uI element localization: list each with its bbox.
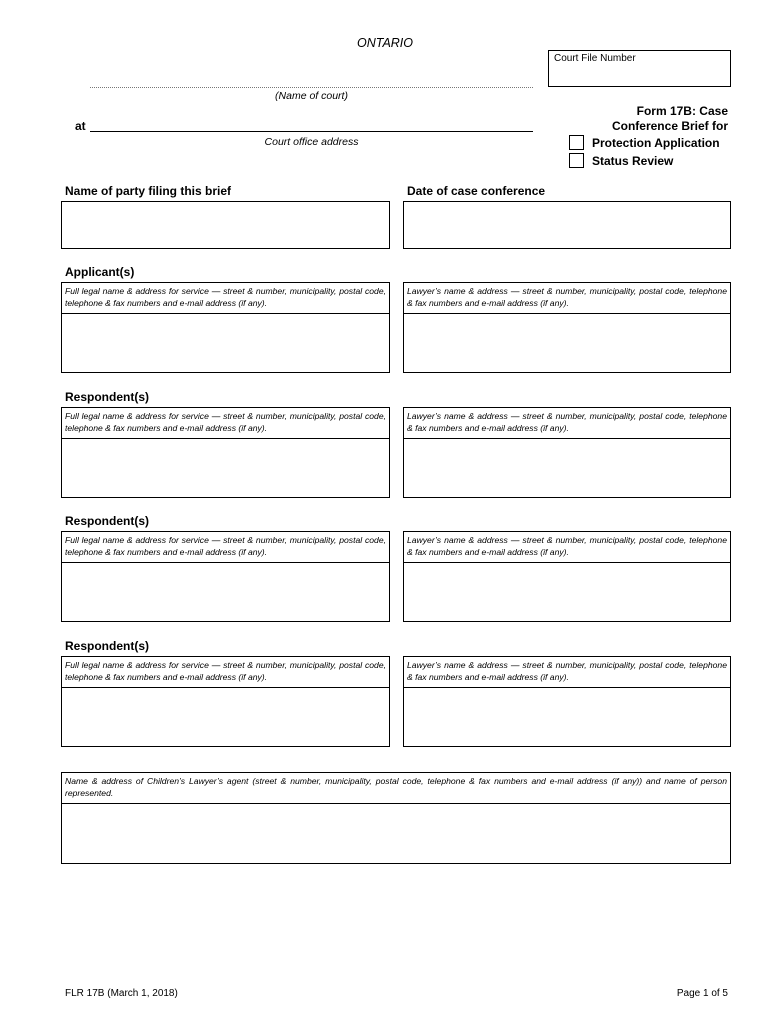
date-of-conference-label: Date of case conference (407, 184, 546, 198)
applicant-name-address-field[interactable] (61, 282, 390, 373)
respondent-1-lawyer-field[interactable] (403, 407, 731, 498)
respondent-3-lawyer-field[interactable] (403, 656, 731, 747)
form-title-line1: Form 17B: Case (636, 104, 728, 118)
field-hint: Name & address of Children’s Lawyer’s agent (street & number, municipality, postal code, telephone & fax numbers and e-mail address (if any)) and name of person represented. (62, 773, 730, 804)
court-office-address-line[interactable] (90, 131, 533, 132)
respondent-3-name-address-field[interactable] (61, 656, 390, 747)
field-hint: Full legal name & address for service — street & number, municipality, postal code, telephone & fax numbers and e-mail address (if any). (62, 408, 389, 439)
status-review-checkbox[interactable] (569, 153, 584, 168)
date-of-conference-input[interactable] (403, 201, 731, 249)
form-title-line2: Conference Brief for (611, 119, 728, 133)
party-filing-input[interactable] (61, 201, 390, 249)
court-name-caption: (Name of court) (275, 90, 348, 102)
court-file-number-label: Court File Number (554, 53, 636, 64)
protection-application-checkbox[interactable] (569, 135, 584, 150)
party-filing-label: Name of party filing this brief (65, 184, 232, 198)
section-label-respondents-1: Respondent(s) (65, 390, 149, 404)
court-name-line[interactable] (90, 87, 533, 88)
respondent-1-name-address-field[interactable] (61, 407, 390, 498)
form-identifier: FLR 17B (March 1, 2018) (65, 988, 178, 999)
section-label-applicants: Applicant(s) (65, 265, 135, 279)
childrens-lawyer-agent-field[interactable] (61, 772, 731, 864)
at-label: at (75, 119, 86, 133)
jurisdiction-title: ONTARIO (356, 36, 414, 50)
respondent-2-lawyer-field[interactable] (403, 531, 731, 622)
protection-application-label: Protection Application (592, 135, 720, 150)
applicant-lawyer-field[interactable] (403, 282, 731, 373)
field-hint: Lawyer’s name & address — street & number, municipality, postal code, telephone & fax numbers and e-mail address (if any). (404, 408, 730, 439)
page-number: Page 1 of 5 (676, 988, 728, 999)
section-label-respondents-2: Respondent(s) (65, 514, 149, 528)
section-label-respondents-3: Respondent(s) (65, 639, 149, 653)
field-hint: Full legal name & address for service — street & number, municipality, postal code, telephone & fax numbers and e-mail address (if any). (62, 532, 389, 563)
court-office-caption: Court office address (264, 136, 359, 148)
field-hint: Full legal name & address for service — street & number, municipality, postal code, telephone & fax numbers and e-mail address (if any). (62, 283, 389, 314)
option-protection-application[interactable] (569, 135, 720, 150)
status-review-label: Status Review (592, 153, 674, 168)
form-title (558, 104, 728, 134)
field-hint: Lawyer’s name & address — street & number, municipality, postal code, telephone & fax numbers and e-mail address (if any). (404, 532, 730, 563)
respondent-2-name-address-field[interactable] (61, 531, 390, 622)
court-file-number-field[interactable] (548, 50, 731, 87)
field-hint: Lawyer’s name & address — street & number, municipality, postal code, telephone & fax numbers and e-mail address (if any). (404, 283, 730, 314)
field-hint: Full legal name & address for service — street & number, municipality, postal code, telephone & fax numbers and e-mail address (if any). (62, 657, 389, 688)
field-hint: Lawyer’s name & address — street & number, municipality, postal code, telephone & fax numbers and e-mail address (if any). (404, 657, 730, 688)
option-status-review[interactable] (569, 153, 673, 168)
